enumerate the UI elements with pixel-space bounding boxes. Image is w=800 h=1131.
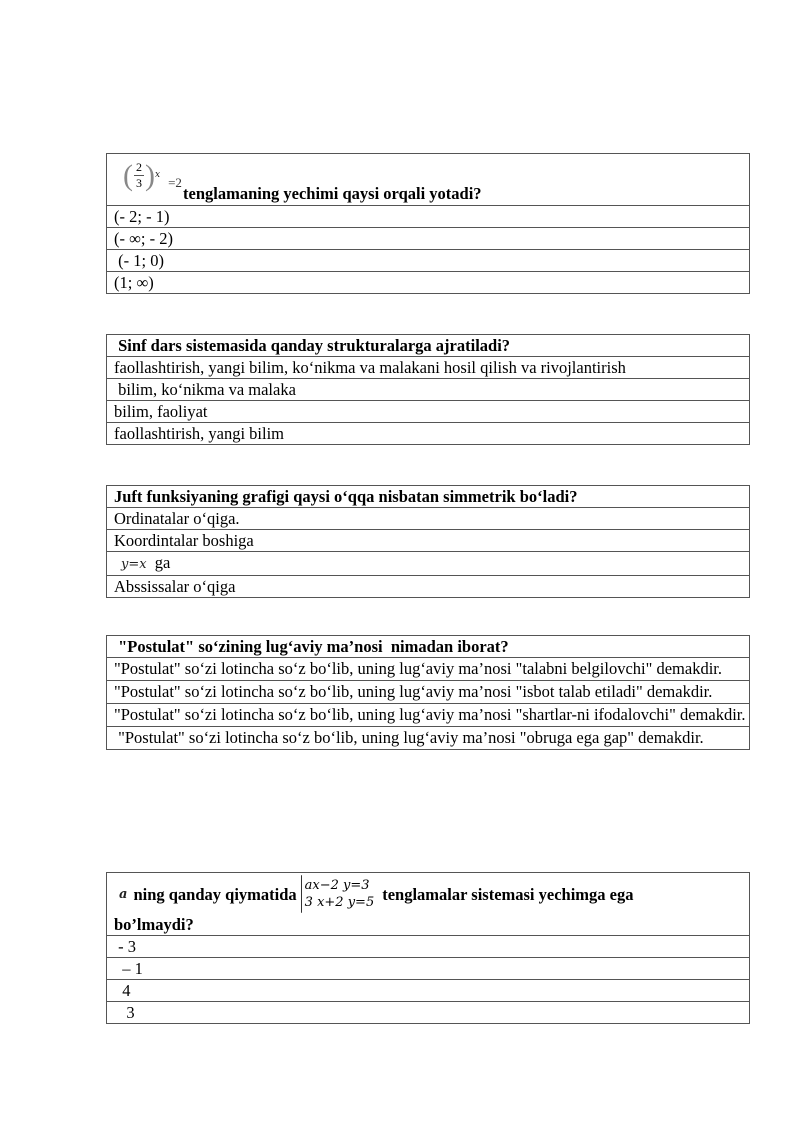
question-text: "Postulat" so‘zining lug‘aviy ma’nosi nimadan iborat? [107, 636, 750, 658]
answer-option[interactable]: Abssissalar o‘qiga [107, 576, 750, 598]
answer-option[interactable]: (- 2; - 1) [107, 206, 750, 228]
question-text-part1: ning qanday qiymatida [133, 884, 297, 904]
question-text-continued: bo’lmaydi? [114, 915, 194, 934]
answer-formula: y=x [121, 557, 147, 572]
answer-option[interactable]: faollashtirish, yangi bilim [107, 423, 750, 445]
answer-option[interactable]: (- 1; 0) [107, 250, 750, 272]
answer-option[interactable]: bilim, faoliyat [107, 401, 750, 423]
answer-option[interactable]: (1; ∞) [107, 272, 750, 294]
question-table-1 [106, 153, 750, 294]
answer-option[interactable]: "Postulat" so‘zi lotincha so‘z bo‘lib, uning lug‘aviy ma’nosi "shartlar-ni ifodalovchi" demakdir. [107, 704, 750, 727]
question-cell [107, 873, 750, 936]
equation-line: ax−2 y=3 [304, 878, 370, 893]
answer-option[interactable]: "Postulat" so‘zi lotincha so‘z bo‘lib, uning lug‘aviy ma’nosi "talabni belgilovchi" demakdir. [107, 658, 750, 681]
answer-option[interactable]: "Postulat" so‘zi lotincha so‘z bo‘lib, uning lug‘aviy ma’nosi "obruga ega gap" demakdir. [107, 727, 750, 750]
answer-option[interactable]: – 1 [107, 958, 750, 980]
answer-option[interactable]: Koordintalar boshiga [107, 530, 750, 552]
answer-option[interactable] [107, 552, 750, 576]
equation-formula: ( $\frac{2}{3}$ ) x =2 [123, 158, 182, 192]
question-text: tenglamaning yechimi qaysi orqali yotadi? [183, 184, 482, 203]
question-table-4 [106, 635, 750, 750]
answer-option[interactable]: - 3 [107, 936, 750, 958]
variable-a: a [119, 886, 128, 902]
answer-option[interactable]: 4 [107, 980, 750, 1002]
question-table-3 [106, 485, 750, 598]
question-text: Juft funksiyaning grafigi qaysi o‘qqa nisbatan simmetrik bo‘ladi? [107, 486, 750, 508]
answer-option[interactable]: "Postulat" so‘zi lotincha so‘z bo‘lib, uning lug‘aviy ma’nosi "isbot talab etiladi" demakdir. [107, 681, 750, 704]
equation-line: 3 x+2 y=5 [304, 895, 375, 910]
answer-option[interactable]: 3 [107, 1002, 750, 1024]
answer-text: ga [154, 553, 171, 572]
answer-option[interactable]: faollashtirish, yangi bilim, ko‘nikma va malakani hosil qilish va rivojlantirish [107, 357, 750, 379]
equation-system [301, 875, 375, 913]
question-table-2 [106, 334, 750, 445]
answer-option[interactable]: (- ∞; - 2) [107, 228, 750, 250]
question-cell [107, 154, 750, 206]
answer-option[interactable]: bilim, ko‘nikma va malaka [107, 379, 750, 401]
question-text: Sinf dars sistemasida qanday strukturalarga ajratiladi? [107, 335, 750, 357]
question-table-5 [106, 872, 750, 1024]
answer-option[interactable]: Ordinatalar o‘qiga. [107, 508, 750, 530]
question-text-part2: tenglamalar sistemasi yechimga ega [382, 884, 634, 904]
